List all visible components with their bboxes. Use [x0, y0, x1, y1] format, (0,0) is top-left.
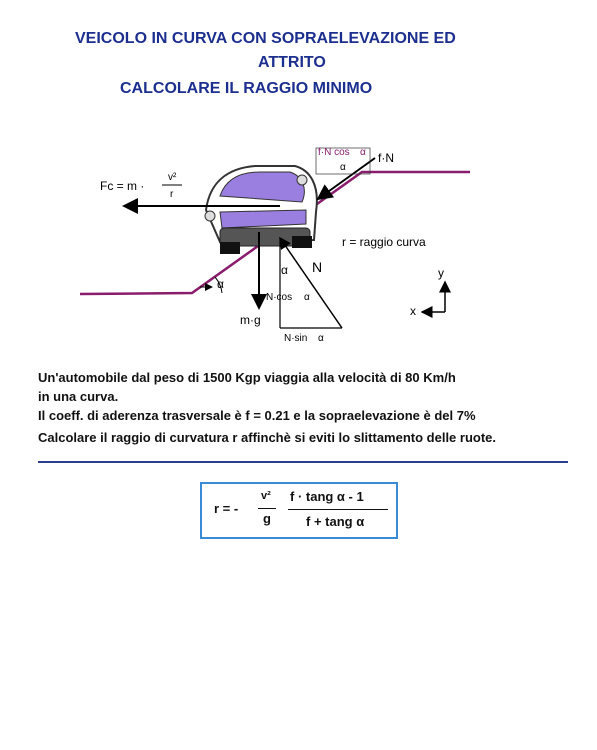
fc-label: Fc = m · — [100, 179, 145, 193]
formula-g: g — [263, 511, 271, 526]
divider — [38, 461, 568, 463]
road-alpha: α — [217, 277, 224, 291]
problem-line-4: Calcolare il raggio di curvatura r affinchè si eviti lo slittamento delle ruote. — [38, 430, 497, 445]
title-line-3: CALCOLARE IL RAGGIO MINIMO — [120, 80, 373, 97]
ncos-label: N·cos — [266, 292, 293, 303]
n-alpha: α — [281, 263, 288, 277]
banked-curve-diagram — [70, 140, 490, 350]
nsin-alpha: α — [318, 333, 324, 344]
axis-x: x — [410, 304, 416, 318]
fn-cos-label: f·N cos — [318, 147, 350, 158]
fn-alpha: α — [340, 162, 346, 173]
car-icon — [205, 166, 317, 254]
fc-den: r — [170, 189, 174, 200]
fn-label: f·N — [378, 151, 394, 165]
mg-label: m·g — [240, 313, 261, 327]
nsin-label: N·sin — [284, 333, 308, 344]
formula-v2: v² — [261, 490, 271, 502]
radius-label: r = raggio curva — [342, 235, 426, 249]
fc-num: v² — [168, 172, 177, 183]
n-label: N — [312, 259, 323, 275]
fraction-bar-2 — [288, 509, 388, 510]
title-line-2: ATTRITO — [258, 54, 326, 71]
problem-line-1: Un'automobile dal peso di 1500 Kgp viaggia alla velocità di 80 Km/h — [38, 370, 456, 385]
problem-line-3: Il coeff. di aderenza trasversale è f = 0.21 e la sopraelevazione è del 7% — [38, 408, 476, 423]
formula-numerator: f · tang α - 1 — [290, 489, 364, 504]
ncos-alpha: α — [304, 292, 310, 303]
fn-cos-alpha: α — [360, 147, 366, 158]
formula-box — [200, 482, 398, 539]
problem-line-2: in una curva. — [38, 389, 119, 404]
axis-y: y — [438, 266, 444, 280]
formula-denominator: f + tang α — [306, 514, 365, 529]
title-line-1: VEICOLO IN CURVA CON SOPRAELEVAZIONE ED — [75, 30, 456, 47]
formula-lhs: r = - — [214, 501, 239, 516]
fraction-bar-1 — [258, 508, 276, 509]
